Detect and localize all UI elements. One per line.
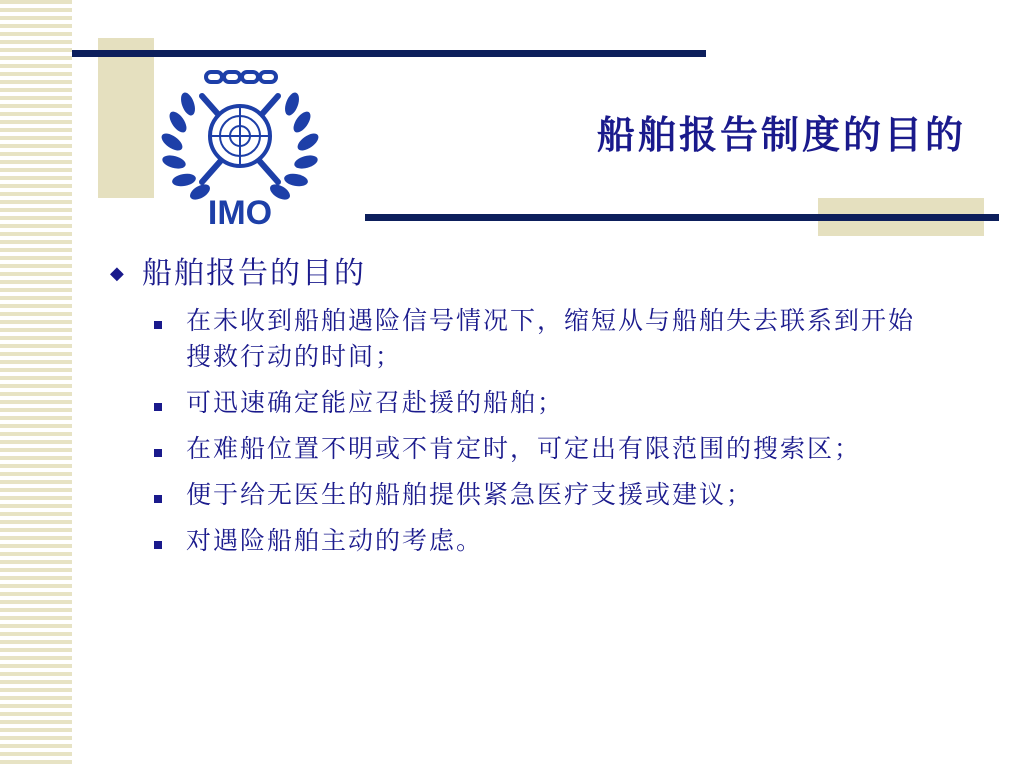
square-bullet-icon: [154, 303, 186, 339]
sub-bullet-list: [110, 303, 960, 559]
logo-text: IMO: [207, 194, 273, 232]
main-bullet: [110, 254, 960, 293]
list-item: [154, 303, 960, 375]
list-item: [154, 523, 960, 559]
imo-logo: [160, 64, 320, 232]
list-item: [154, 477, 960, 513]
square-bullet-icon: [154, 523, 186, 559]
main-bullet-text: 船舶报告的目的: [142, 256, 366, 291]
list-item-text: 可迅速确定能应召赴援的船舶；: [186, 388, 565, 417]
list-item-text: 便于给无医生的船舶提供紧急医疗支援或建议；: [186, 480, 754, 509]
list-item-text: 对遇险船舶主动的考虑。: [186, 526, 484, 555]
decorative-stripes: [0, 0, 72, 768]
top-rule: [72, 50, 706, 57]
square-bullet-icon: [154, 431, 186, 467]
list-item: [154, 431, 960, 467]
slide-title: 船舶报告制度的目的: [596, 112, 966, 157]
square-bullet-icon: [154, 385, 186, 421]
slide-content: [110, 254, 960, 569]
decorative-block-left: [98, 38, 154, 198]
list-item: [154, 385, 960, 421]
square-bullet-icon: [154, 477, 186, 513]
list-item-text: 在未收到船舶遇险信号情况下，缩短从与船舶失去联系到开始搜救行动的时间；: [186, 306, 916, 371]
bottom-rule: [365, 214, 999, 221]
list-item-text: 在难船位置不明或不肯定时，可定出有限范围的搜索区；: [186, 434, 862, 463]
diamond-bullet-icon: ◆: [110, 263, 124, 284]
